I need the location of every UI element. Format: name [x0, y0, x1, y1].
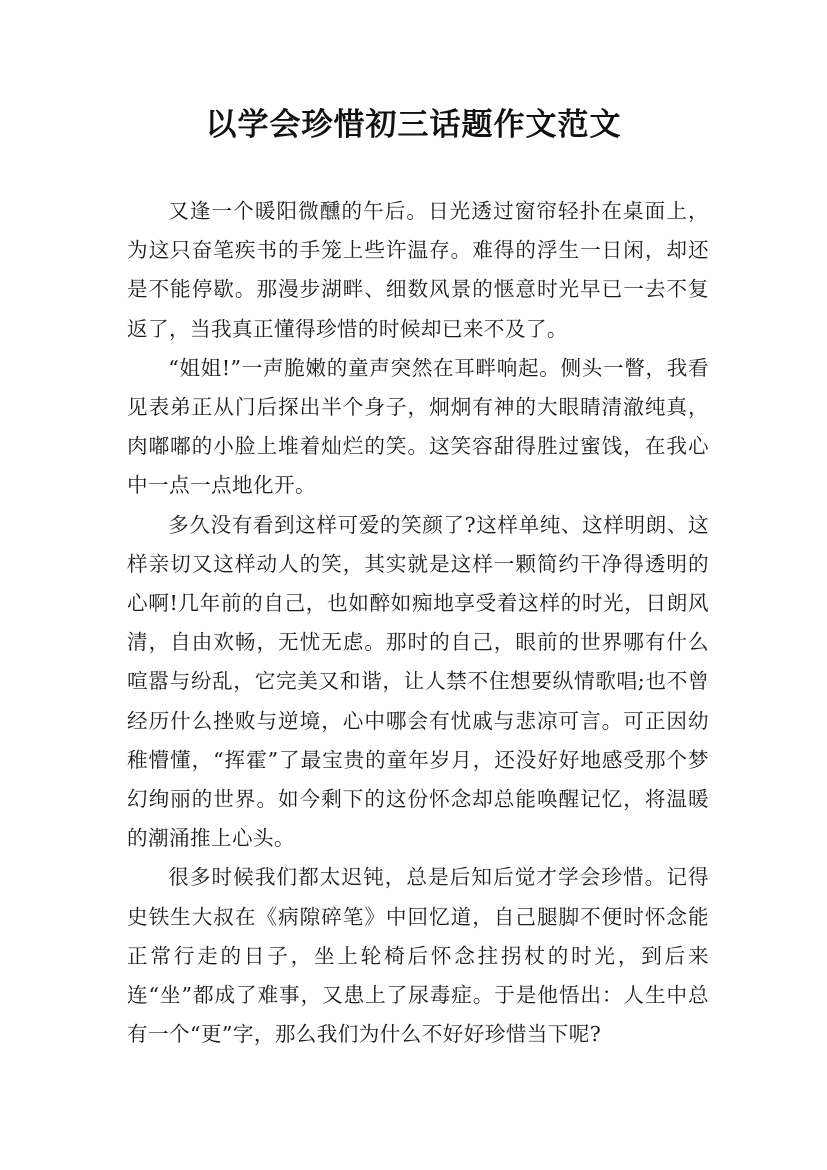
paragraph: “姐姐!”一声脆嫩的童声突然在耳畔响起。侧头一瞥，我看见表弟正从门后探出半个身子，炯炯有神的大眼睛清澈纯真，肉嘟嘟的小脸上堆着灿烂的笑。这笑容甜得胜过蜜饯，在我心中一点一点地化开。 — [127, 355, 709, 498]
document-title: 以学会珍惜初三话题作文范文 — [205, 107, 622, 143]
paragraph: 多久没有看到这样可爱的笑颜了?这样单纯、这样明朗、这样亲切又这样动人的笑，其实就是这样一颗简约干净得透明的心啊!几年前的自己，也如醉如痴地享受着这样的时光，日朗风清，自由欢畅，无忧无虑。那时的自己，眼前的世界哪有什么喧嚣与纷乱，它完美又和谐，让人禁不住想要纵情歌唱;也不曾经历什么挫败与逆境，心中哪会有忧戚与悲凉可言。可正因幼稚懵懂，“挥霍”了最宝贵的童年岁月，还没好好地感受那个梦幻绚丽的世界。如今剩下的这份怀念却总能唤醒记忆，将温暖的潮涌推上心头。 — [127, 512, 709, 851]
paragraph: 很多时候我们都太迟钝，总是后知后觉才学会珍惜。记得史铁生大叔在《病隙碎笔》中回忆道，自己腿脚不便时怀念能正常行走的日子，坐上轮椅后怀念拄拐杖的时光，到后来连“坐”都成了难事，又患上了尿毒症。于是他悟出：人生中总有一个“更”字，那么我们为什么不好好珍惜当下呢? — [127, 865, 709, 1047]
document-body — [127, 192, 709, 1054]
paragraph: 又逢一个暖阳微醺的午后。日光透过窗帘轻扑在桌面上，为这只奋笔疾书的手笼上些许温存。难得的浮生一日闲，却还是不能停歇。那漫步湖畔、细数风景的惬意时光早已一去不复返了，当我真正懂得珍惜的时候却已来不及了。 — [127, 199, 709, 341]
